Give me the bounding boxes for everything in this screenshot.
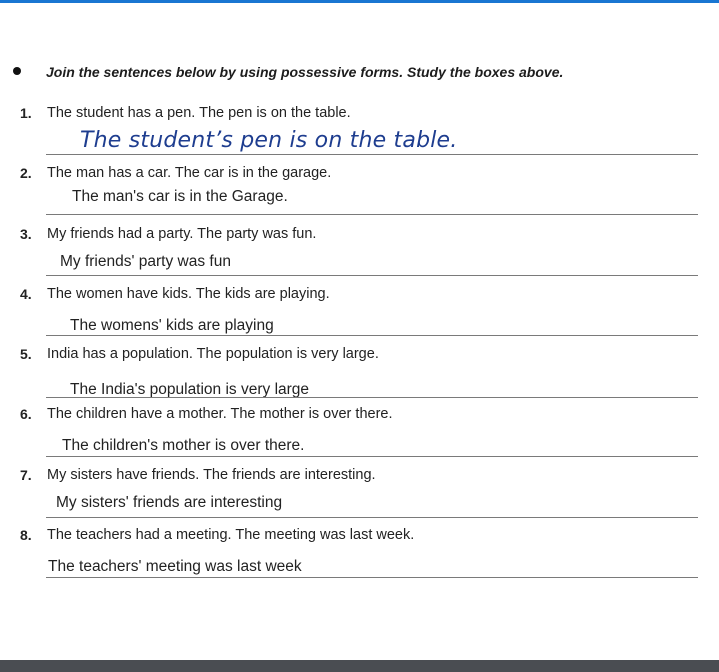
answer-line	[46, 335, 698, 336]
answer-line	[46, 275, 698, 276]
item-number: 6.	[20, 406, 32, 422]
item-answer[interactable]: The student’s pen is on the table.	[80, 128, 458, 153]
answer-line	[46, 577, 698, 578]
item-answer[interactable]: The teachers' meeting was last week	[48, 558, 302, 575]
answer-line	[46, 517, 698, 518]
item-question: The children have a mother. The mother is over there.	[47, 406, 393, 422]
answer-line	[46, 456, 698, 457]
item-number: 1.	[20, 105, 32, 121]
item-question: My friends had a party. The party was fun.	[47, 226, 317, 242]
item-answer[interactable]: My friends' party was fun	[60, 253, 231, 270]
answer-line	[46, 154, 698, 155]
item-question: India has a population. The population is very large.	[47, 346, 379, 362]
item-number: 7.	[20, 467, 32, 483]
item-number: 3.	[20, 226, 32, 242]
bullet-icon	[13, 67, 21, 75]
item-number: 5.	[20, 346, 32, 362]
item-question: My sisters have friends. The friends are interesting.	[47, 467, 376, 483]
item-question: The teachers had a meeting. The meeting was last week.	[47, 527, 415, 543]
bottom-bar	[0, 660, 719, 672]
instruction-text: Join the sentences below by using possessive forms. Study the boxes above.	[46, 64, 564, 80]
item-question: The man has a car. The car is in the garage.	[47, 165, 332, 181]
item-number: 4.	[20, 286, 32, 302]
answer-line	[46, 397, 698, 398]
item-answer[interactable]: The children's mother is over there.	[62, 437, 305, 454]
item-answer[interactable]: The man's car is in the Garage.	[72, 188, 288, 205]
answer-line	[46, 214, 698, 215]
item-answer[interactable]: The India's population is very large	[70, 381, 310, 398]
item-answer[interactable]: The womens' kids are playing	[70, 317, 274, 334]
item-number: 2.	[20, 165, 32, 181]
item-number: 8.	[20, 527, 32, 543]
top-accent-bar	[0, 0, 719, 3]
item-question: The student has a pen. The pen is on the table.	[47, 105, 351, 121]
item-question: The women have kids. The kids are playing.	[47, 286, 330, 302]
item-answer[interactable]: My sisters' friends are interesting	[56, 494, 283, 511]
